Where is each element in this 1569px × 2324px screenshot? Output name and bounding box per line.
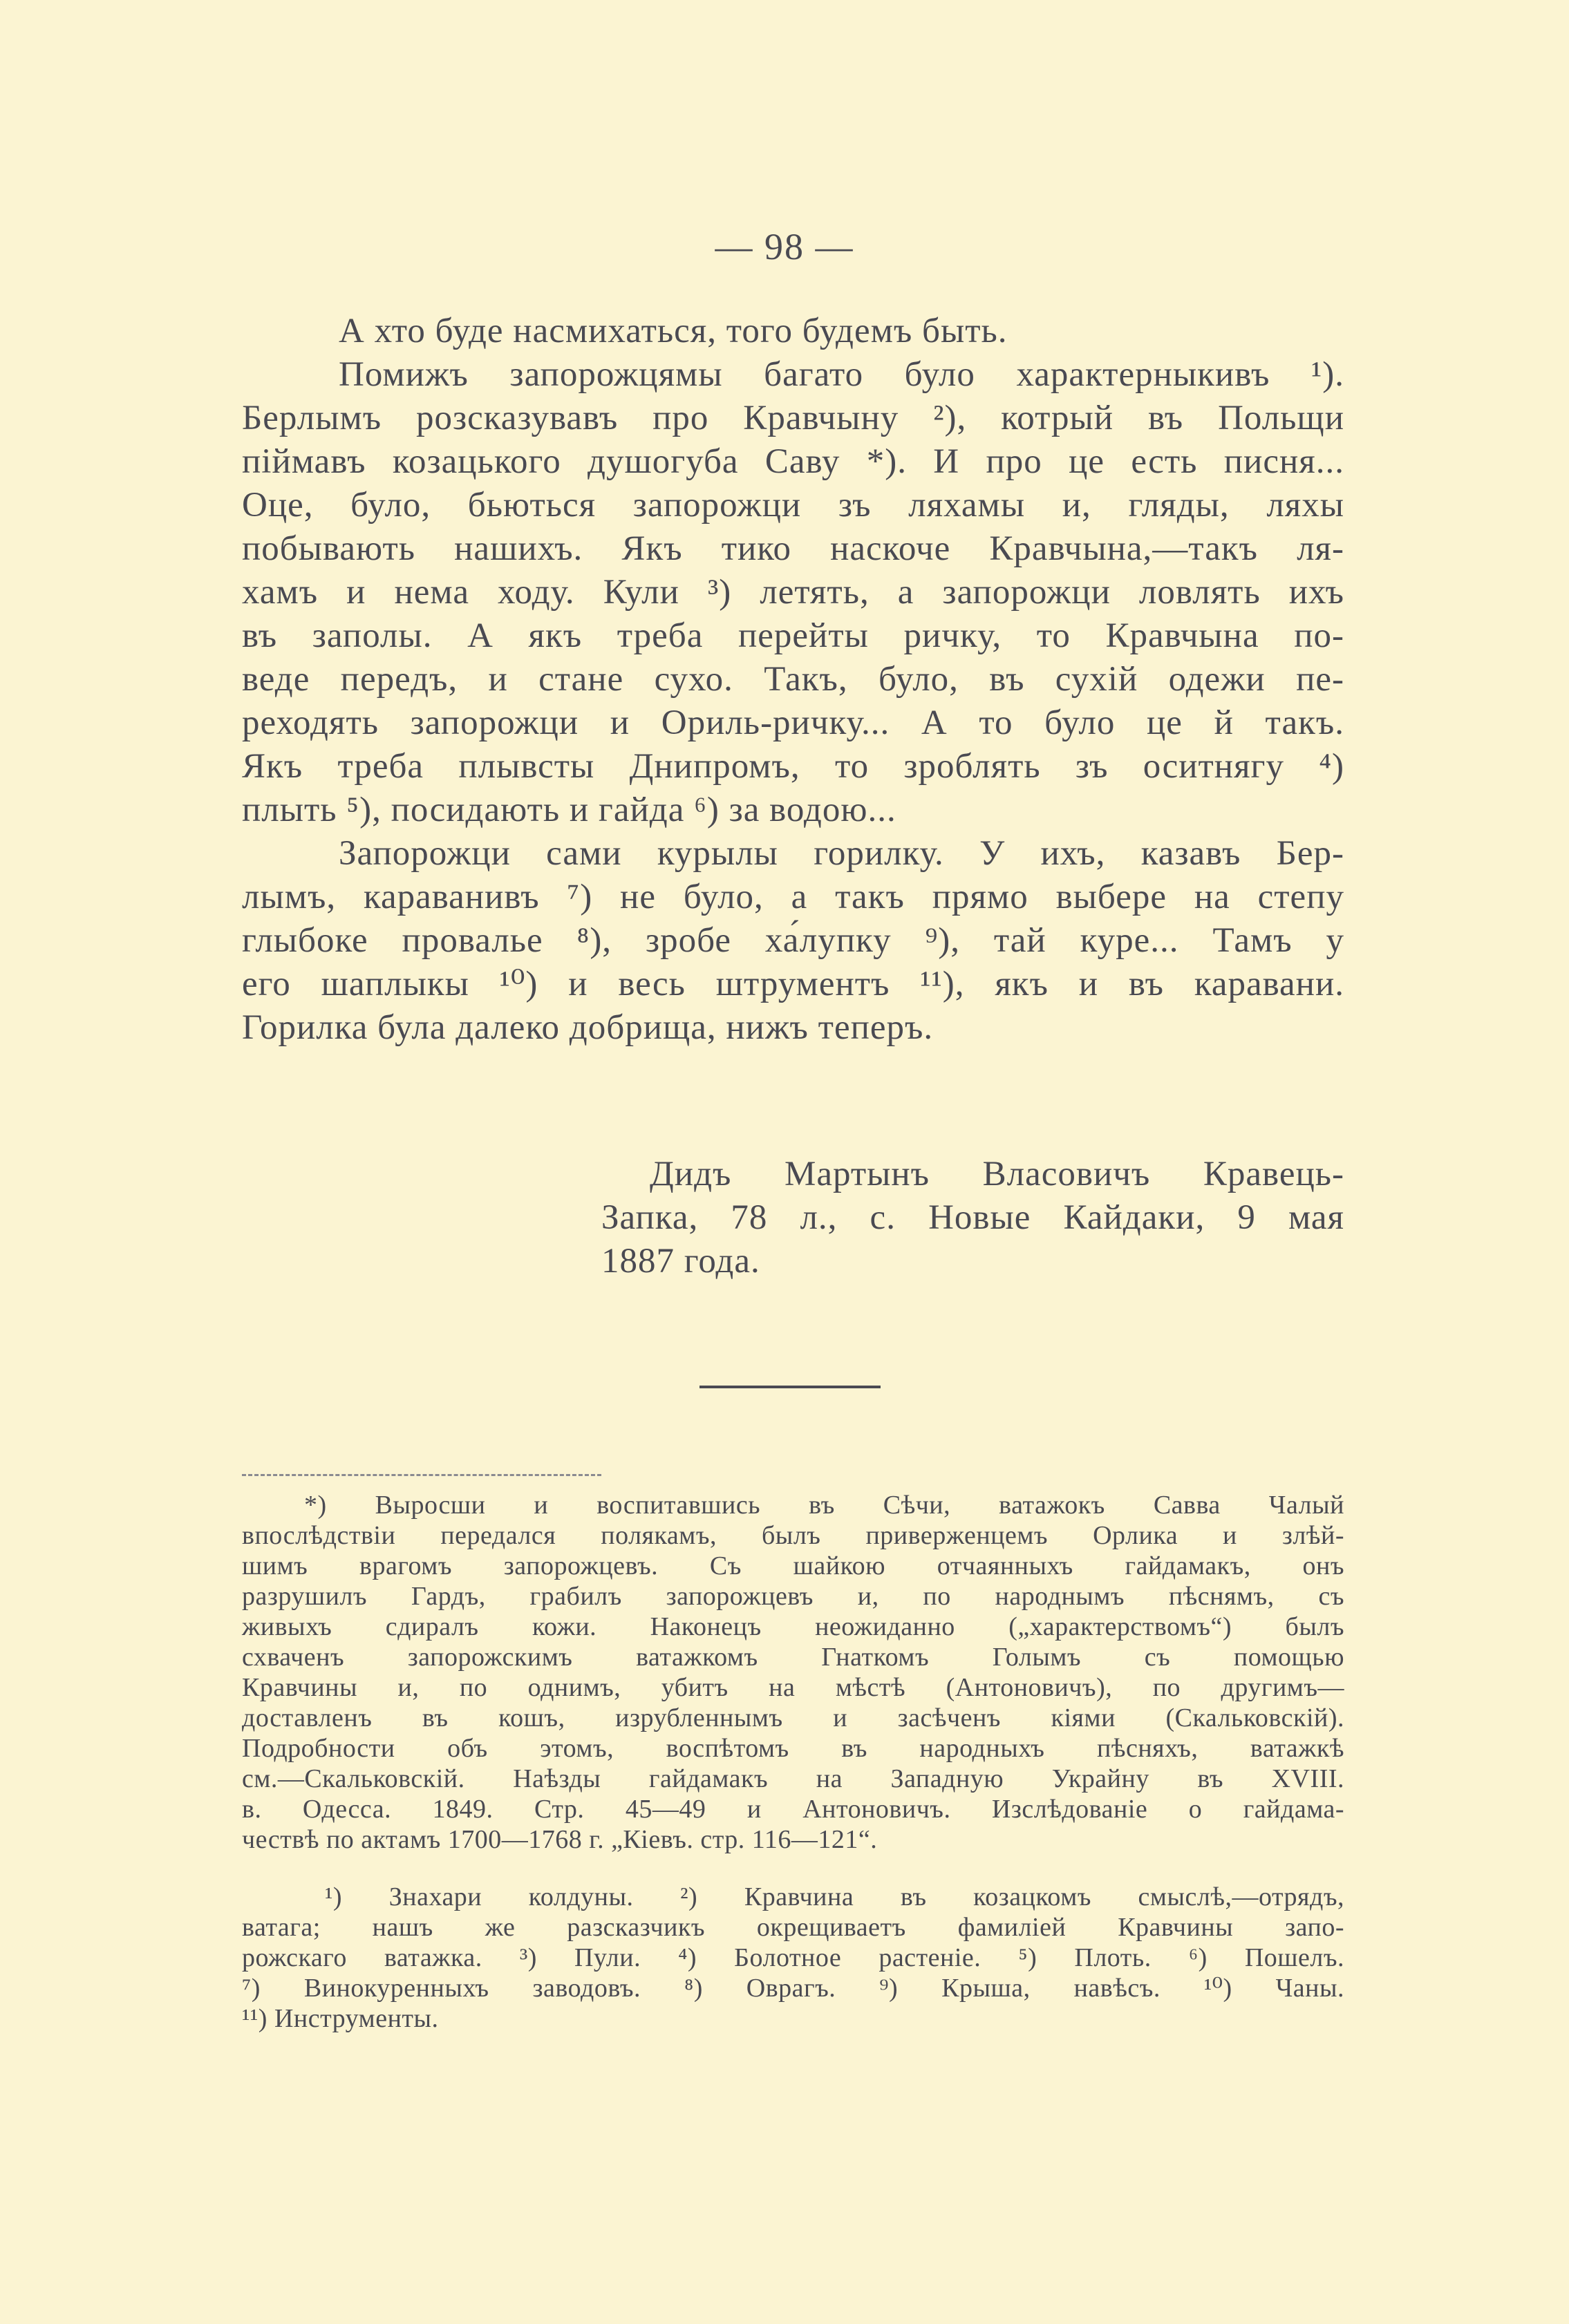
footnote-line: рожскаго ватажка. ³) Пули. ⁴) Болотное растеніе. ⁵) Плоть. ⁶) Пошелъ. (242, 1943, 1344, 1972)
footnote-line: живыхъ сдиралъ кожи. Наконецъ неожиданно („характерствомъ“) былъ (242, 1612, 1344, 1641)
page-number: — 98 — (715, 226, 854, 267)
signature-line: Запка, 78 л., с. Новые Кайдаки, 9 мая (601, 1198, 1344, 1237)
signature-block (601, 1153, 1344, 1283)
footnote-main (242, 1490, 1344, 1855)
text-line: піймавъ козацького душогуба Саву *). И про це есть писня... (242, 442, 1344, 481)
text-line: Горилка була далеко добрища, нижъ теперъ. (242, 1008, 934, 1047)
signature-line: Дидъ Мартынъ Власовичъ Кравець- (650, 1155, 1344, 1193)
footnote-line: см.—Скальковскій. Наѣзды гайдамакъ на Западную Украйну въ XVIII. (242, 1764, 1344, 1793)
footnote-line: чествѣ по актамъ 1700—1768 г. „Кіевъ. стр. 116—121“. (242, 1825, 878, 1854)
footnote-line: ⁷) Винокуренныхъ заводовъ. ⁸) Оврагъ. ⁹) Крыша, навѣсъ. ¹⁰) Чаны. (242, 1974, 1344, 2003)
text-line: Помижъ запорожцямы багато було характерныкивъ ¹). (339, 355, 1344, 394)
text-line: глыбоке провалье ⁸), зробе ха́лупку ⁹), тай куре... Тамъ у (242, 921, 1344, 960)
text-line: лымъ, караванивъ ⁷) не було, а такъ прямо выбере на степу (242, 878, 1344, 916)
footnote-line: ¹) Знахари колдуны. ²) Кравчина въ козацкомъ смыслѣ,—отрядъ, (325, 1882, 1344, 1911)
text-line: въ заполы. А якъ треба перейты ричку, то Кравчына по- (242, 616, 1344, 655)
text-line: Оце, було, бьються запорожци зъ ляхамы и, гляды, ляхы (242, 486, 1344, 525)
section-divider (699, 1386, 881, 1388)
text-line: его шаплыкы ¹⁰) и весь штрументъ ¹¹), якъ и въ каравани. (242, 965, 1344, 1003)
main-text (242, 310, 1344, 1050)
text-line: хамъ и нема ходу. Кули ³) летять, а запорожци ловлять ихъ (242, 573, 1344, 612)
footnote-line: Кравчины и, по однимъ, убитъ на мѣстѣ (Антоновичъ), по другимъ— (242, 1673, 1344, 1702)
footnote-line: разрушилъ Гардъ, грабилъ запорожцевъ и, по народнымъ пѣснямъ, съ (242, 1582, 1344, 1611)
footnote-line: *) Выросши и воспитавшись въ Сѣчи, ватажокъ Савва Чалый (304, 1491, 1344, 1520)
footnote-line: впослѣдствіи передался полякамъ, былъ приверженцемъ Орлика и злѣй- (242, 1521, 1344, 1550)
footnote-divider (242, 1474, 601, 1476)
text-line: Якъ треба плывсты Днипромъ, то зроблять зъ оситнягу ⁴) (242, 747, 1344, 786)
text-line: А хто буде насмихатьcя, того будемъ быть. (339, 312, 1008, 350)
text-line: Берлымъ розсказувавъ про Кравчыну ²), котрый въ Польщи (242, 399, 1344, 437)
footnote-line: ватага; нашъ же разсказчикъ окрещиваетъ фамиліей Кравчины запо- (242, 1913, 1344, 1942)
text-line: плыть ⁵), посидають и гайда ⁶) за водою... (242, 791, 896, 829)
footnote-glossary (242, 1882, 1344, 2034)
footnote-line: ¹¹) Инструменты. (242, 2004, 439, 2033)
footnote-line: в. Одесса. 1849. Стр. 45—49 и Антоновичъ. Изслѣдованіе о гайдама- (242, 1795, 1344, 1824)
text-line: Запорожци сами курылы горилку. У ихъ, казавъ Бер- (339, 834, 1344, 873)
footnote-line: схваченъ запорожскимъ ватажкомъ Гнаткомъ Голымъ съ помощью (242, 1643, 1344, 1672)
footnote-line: Подробности объ этомъ, воспѣтомъ въ народныхъ пѣсняхъ, ватажкѣ (242, 1734, 1344, 1763)
text-line: веде передъ, и стане сухо. Такъ, було, въ сухій одежи пе- (242, 660, 1344, 699)
footnote-line: доставленъ въ кошъ, изрубленнымъ и засѣченъ кіями (Скальковскій). (242, 1703, 1344, 1732)
signature-line: 1887 года. (601, 1242, 760, 1281)
text-line: реходять запорожци и Ориль-ричку... А то було це й такъ. (242, 703, 1344, 742)
footnote-line: шимъ врагомъ запорожцевъ. Съ шайкою отчаянныхъ гайдамакъ, онъ (242, 1551, 1344, 1580)
text-line: побывають нашихъ. Якъ тико наскоче Кравчына,—такъ ля- (242, 529, 1344, 568)
